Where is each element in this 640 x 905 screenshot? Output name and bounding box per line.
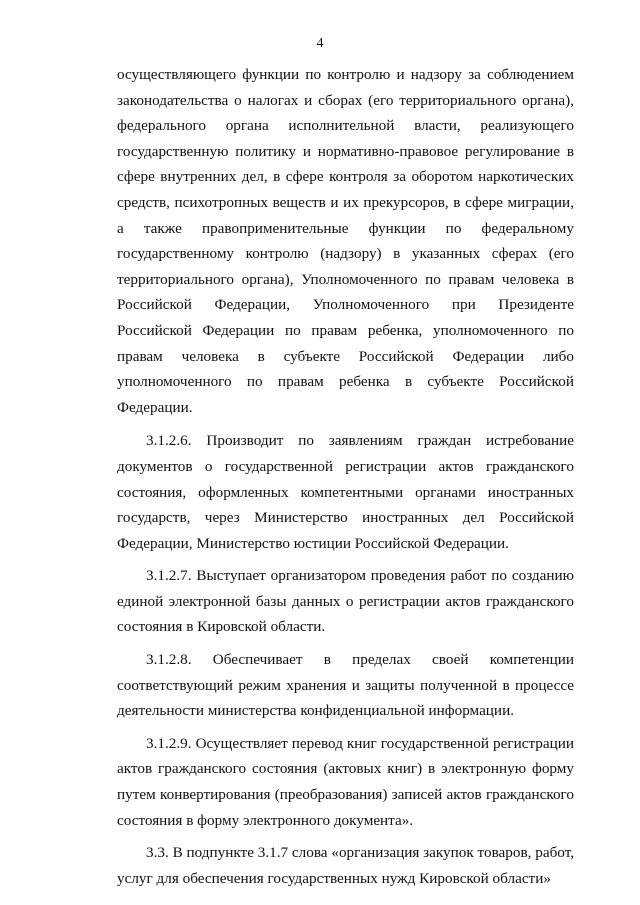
document-body: [117, 62, 574, 898]
paragraph-3-1-2-6: 3.1.2.6. Производит по заявлениям граждан истребование документов о государственной регистрации актов гражданского состояния, оформленных компетентными органами иностранных государств, через Министерство иностранных дел Российской Федерации, Министерство юстиции Российской Федерации.: [117, 432, 574, 552]
page-number: 4: [316, 36, 324, 51]
paragraph-3-1-2-7: 3.1.2.7. Выступает организатором проведения работ по созданию единой электронной базы данных о регистрации актов гражданского состояния в Кировской области.: [117, 567, 574, 636]
paragraph-3-1-2-8: 3.1.2.8. Обеспечивает в пределах своей компетенции соответствующий режим хранения и защиты полученной в процессе деятельности министерства конфиденциальной информации.: [117, 651, 574, 720]
paragraph-3-1-2-9: 3.1.2.9. Осуществляет перевод книг государственной регистрации актов гражданского состояния (актовых книг) в электронную форму путем конвертирования (преобразования) записей актов гражданского состояния в форму электронного документа».: [117, 734, 574, 829]
paragraph-3-3: 3.3. В подпункте 3.1.7 слова «организация закупок товаров, работ, услуг для обеспечения государственных нужд Кировской области»: [117, 844, 574, 887]
paragraph-continuation: осуществляющего функции по контролю и надзору за соблюдением законодательства о налогах и сборах (его территориального органа), федерального органа исполнительной власти, реализующего государственную политику и нормативно-правовое регулирование в сфере внутренних дел, в сфере контроля за оборотом наркотических средств, психотропных веществ и их прекурсоров, в сфере миграции, а также правоприменительные функции по федеральному государственному контролю (надзору) в указанных сферах (его территориального органа), Уполномоченного по правам человека в Российской Федерации, Уполномоченного при Президенте Российской Федерации по правам ребенка, уполномоченного по правам человека в субъекте Российской Федерации либо уполномоченного по правам ребенка в субъекте Российской Федерации.: [117, 66, 574, 416]
